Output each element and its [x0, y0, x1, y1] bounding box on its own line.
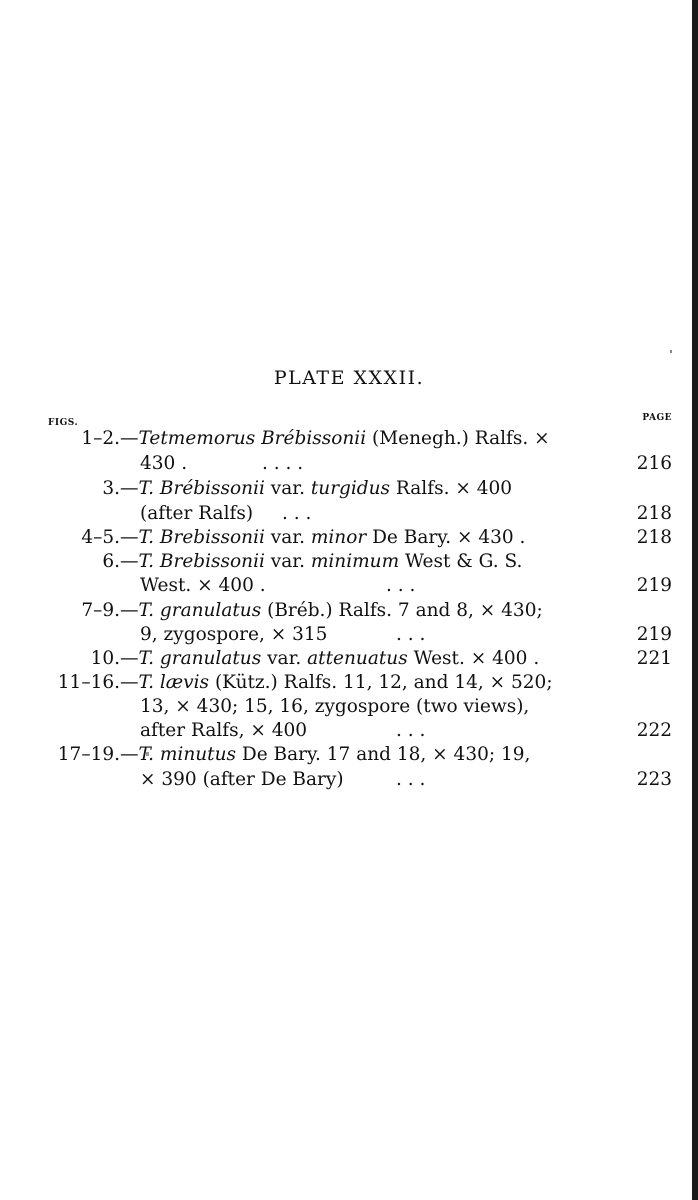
page-number: 219 — [636, 624, 672, 645]
page-number: 221 — [636, 648, 672, 669]
entry-line — [0, 768, 698, 792]
page-number: 222 — [636, 720, 672, 741]
species-name: Tetmemorus Brébissonii — [138, 428, 367, 449]
entry-line — [0, 526, 698, 550]
scan-speck — [670, 350, 672, 353]
species-name: T. granulatus — [138, 648, 262, 669]
entry-line — [0, 477, 698, 501]
page-number: 216 — [636, 453, 672, 474]
leader-dots: . . . — [386, 575, 416, 596]
figure-number: 17–19. — [57, 744, 120, 765]
species-name: T. lævis — [138, 672, 210, 693]
entry-line — [0, 671, 698, 695]
entry-line — [0, 452, 698, 476]
figure-number: 7–9. — [81, 600, 120, 621]
entry-line — [0, 719, 698, 743]
entry-line — [0, 599, 698, 623]
entry-description: —T. minutus De Bary. 17 and 18, × 430; 19, — [120, 744, 531, 765]
species-name: T. Brébissonii — [138, 478, 265, 499]
entry-description: —T. granulatus var. attenuatus West. × 400 . — [120, 648, 540, 669]
entry-line — [0, 502, 698, 526]
page-number: 218 — [636, 503, 672, 524]
figure-number: 4–5. — [81, 527, 120, 548]
species-name: T. Brebissonii — [138, 527, 265, 548]
entry-description: —Tetmemorus Brébissonii (Menegh.) Ralfs. × — [120, 428, 550, 449]
plate-title: PLATE XXXII. — [273, 367, 425, 389]
entry-line — [0, 574, 698, 598]
variety-name: turgidus — [310, 478, 391, 499]
entry-continuation: West. × 400 . — [140, 575, 266, 596]
entry-continuation: 13, × 430; 15, 16, zygospore (two views), — [140, 696, 530, 717]
entry-line — [0, 743, 698, 767]
entry-line — [0, 695, 698, 719]
figure-number: 10. — [90, 648, 120, 669]
leader-dots: . . . . — [262, 453, 304, 474]
variety-name: minor — [310, 527, 367, 548]
entry-description: —T. Brebissonii var. minor De Bary. × 430 . — [120, 527, 526, 548]
entry-continuation: after Ralfs, × 400 — [140, 720, 308, 741]
leader-dots: . . . — [282, 503, 312, 524]
species-name: T. minutus — [138, 744, 237, 765]
figure-number: 1–2. — [81, 428, 120, 449]
leader-dots: . . . — [396, 624, 426, 645]
entry-line — [0, 623, 698, 647]
entry-continuation: × 390 (after De Bary) — [140, 769, 344, 790]
entry-continuation: 430 . — [140, 453, 188, 474]
entry-description: —T. granulatus (Bréb.) Ralfs. 7 and 8, × 430; — [120, 600, 543, 621]
page-number: 223 — [636, 769, 672, 790]
figure-number: 6. — [102, 551, 120, 572]
entry-line — [0, 427, 698, 451]
entry-continuation: 9, zygospore, × 315 — [140, 624, 328, 645]
figure-number: 3. — [102, 478, 120, 499]
entry-description: —T. lævis (Kütz.) Ralfs. 11, 12, and 14, × 520; — [120, 672, 553, 693]
leader-dots: . . . — [396, 769, 426, 790]
entry-description: —T. Brebissonii var. minimum West & G. S. — [120, 551, 523, 572]
entry-line — [0, 647, 698, 671]
figs-column-header: FIGS. — [48, 418, 79, 428]
entry-description: —T. Brébissonii var. turgidus Ralfs. × 400 — [120, 478, 513, 499]
entry-continuation: (after Ralfs) — [140, 503, 254, 524]
variety-name: attenuatus — [307, 648, 408, 669]
species-name: T. granulatus — [138, 600, 262, 621]
leader-dots: . . . — [396, 720, 426, 741]
species-name: T. Brebissonii — [138, 551, 265, 572]
page-number: 219 — [636, 575, 672, 596]
page-number: 218 — [636, 527, 672, 548]
variety-name: minimum — [310, 551, 400, 572]
entry-line — [0, 550, 698, 574]
page-column-header: PAGE — [642, 413, 672, 423]
figure-number: 11–16. — [57, 672, 120, 693]
